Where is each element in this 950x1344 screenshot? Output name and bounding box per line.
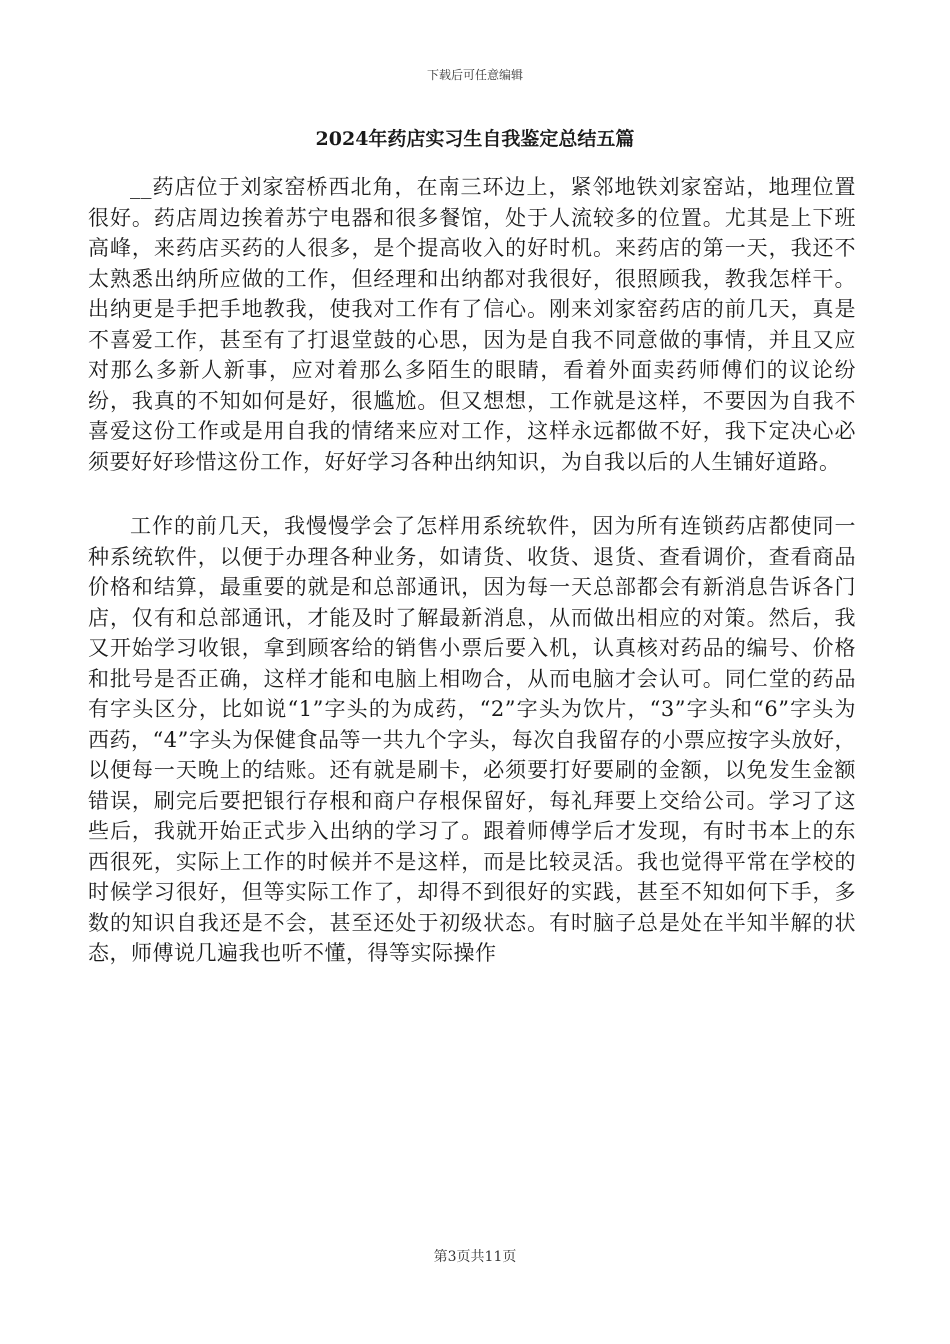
page-number: 第3页共11页 <box>433 1249 517 1265</box>
running-header: 下载后可任意编辑 <box>426 68 523 82</box>
body-paragraph-2: 工作的前几天，我慢慢学会了怎样用系统软件，因为所有连锁药店都使同一种系统软件，以便于办理各种业务，如请货、收货、退货、查看调价，查看商品价格和结算，最重要的就是和总部通讯，因为每一天总部都会有新消息告诉各门店，仅有和总部通讯，才能及时了解最新消息，从而做出相应的对策。然后，我又开始学习收银，拿到顾客给的销售小票后要入机，认真核对药品的编号、价格和批号是否正确，这样才能和电脑上相吻合，从而电脑才会认可。同仁堂的药品有字头区分，比如说“1”字头的为成药，“2”字头为饮片，“3”字头和“6”字头为西药，“4”字头为保健食品等一共九个字头，每次自我留存的小票应按字头放好，以便每一天晚上的结账。还有就是刷卡，必须要打好要刷的金额，以免发生金额错误，刷完后要把银行存根和商户存根保留好，每礼拜要上交给公司。学习了这些后，我就开始正式步入出纳的学习了。跟着师傅学后才发现，有时书本上的东西很死，实际上工作的时候并不是这样，而是比较灵活。我也觉得平常在学校的时候学习很好，但等实际工作了，却得不到很好的实践，甚至不知如何下手，多数的知识自我还是不会，甚至还处于初级状态。有时脑子总是处在半知半解的状态，师傅说几遍我也听不懂，得等实际操作 <box>88 514 856 965</box>
document-body <box>88 172 856 969</box>
body-paragraph-1: __药店位于刘家窑桥西北角，在南三环边上，紧邻地铁刘家窑站，地理位置很好。药店周边挨着苏宁电器和很多餐馆，处于人流较多的位置。尤其是上下班高峰，来药店买药的人很多，是个提高收入的好时机。来药店的第一天，我还不太熟悉出纳所应做的工作，但经理和出纳都对我很好，很照顾我，教我怎样干。出纳更是手把手地教我，使我对工作有了信心。刚来刘家窑药店的前几天，真是不喜爱工作，甚至有了打退堂鼓的心思，因为是自我不同意做的事情，并且又应对那么多新人新事，应对着那么多陌生的眼睛，看着外面卖药师傅们的议论纷纷，我真的不知如何是好，很尴尬。但又想想，工作就是这样，不要因为自我不喜爱这份工作或是用自我的情绪来应对工作，这样永远都做不好，我下定决心必须要好好珍惜这份工作，好好学习各种出纳知识，为自我以后的人生铺好道路。 <box>88 175 856 474</box>
document-title: 2024年药店实习生自我鉴定总结五篇 <box>315 128 635 150</box>
